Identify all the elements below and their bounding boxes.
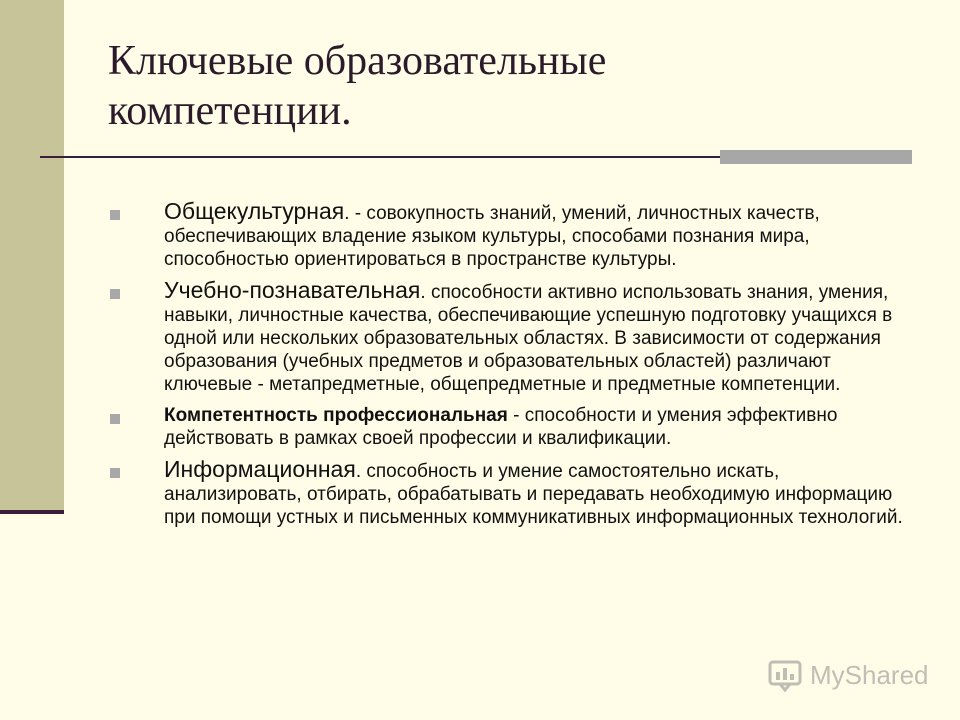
list-item-general-cultural	[106, 200, 906, 271]
watermark-text: MyShared	[810, 659, 929, 690]
myshared-logo-icon	[766, 656, 804, 694]
title-divider-accent	[720, 150, 912, 164]
item-term: Учебно-познавательная	[164, 277, 421, 303]
side-band-line	[0, 510, 64, 514]
watermark	[766, 656, 929, 694]
slide-title: Ключевые образовательные компетенции.	[108, 38, 607, 134]
competency-list	[106, 200, 906, 537]
list-item-educational-cognitive	[106, 279, 906, 396]
list-item-informational	[106, 458, 906, 529]
item-text: - способности и умения эффективно действовать в рамках своей профессии и квалификации.	[164, 405, 838, 449]
side-band	[0, 0, 64, 510]
square-bullet-icon	[110, 289, 120, 299]
item-text: . способность и умение самостоятельно искать, анализировать, отбирать, обрабатывать и передавать необходимую информацию при помощи устных и письменных коммуникативных информационных технологий.	[164, 461, 903, 528]
square-bullet-icon	[110, 468, 120, 478]
square-bullet-icon	[110, 210, 120, 220]
list-item-professional	[106, 404, 906, 450]
item-text: . - совокупность знаний, умений, личностных качеств, обеспечивающих владение языком культуры, способами познания мира, способностью ориентироваться в пространстве культуры.	[164, 203, 820, 270]
item-term: Общекультурная	[164, 198, 345, 224]
item-term: Компетентность профессиональная	[164, 405, 508, 426]
item-term: Информационная	[164, 456, 356, 482]
item-text: . способности активно использовать знания, умения, навыки, личностные качества, обеспечивающие успешную подготовку учащихся в одной или нескольких образовательных областях. В зависимости от содержания образования (учебных предметов и образовательных областей) различают ключевые - метапредметные, общепредметные и предметные компетенции.	[164, 282, 893, 395]
square-bullet-icon	[110, 414, 120, 424]
